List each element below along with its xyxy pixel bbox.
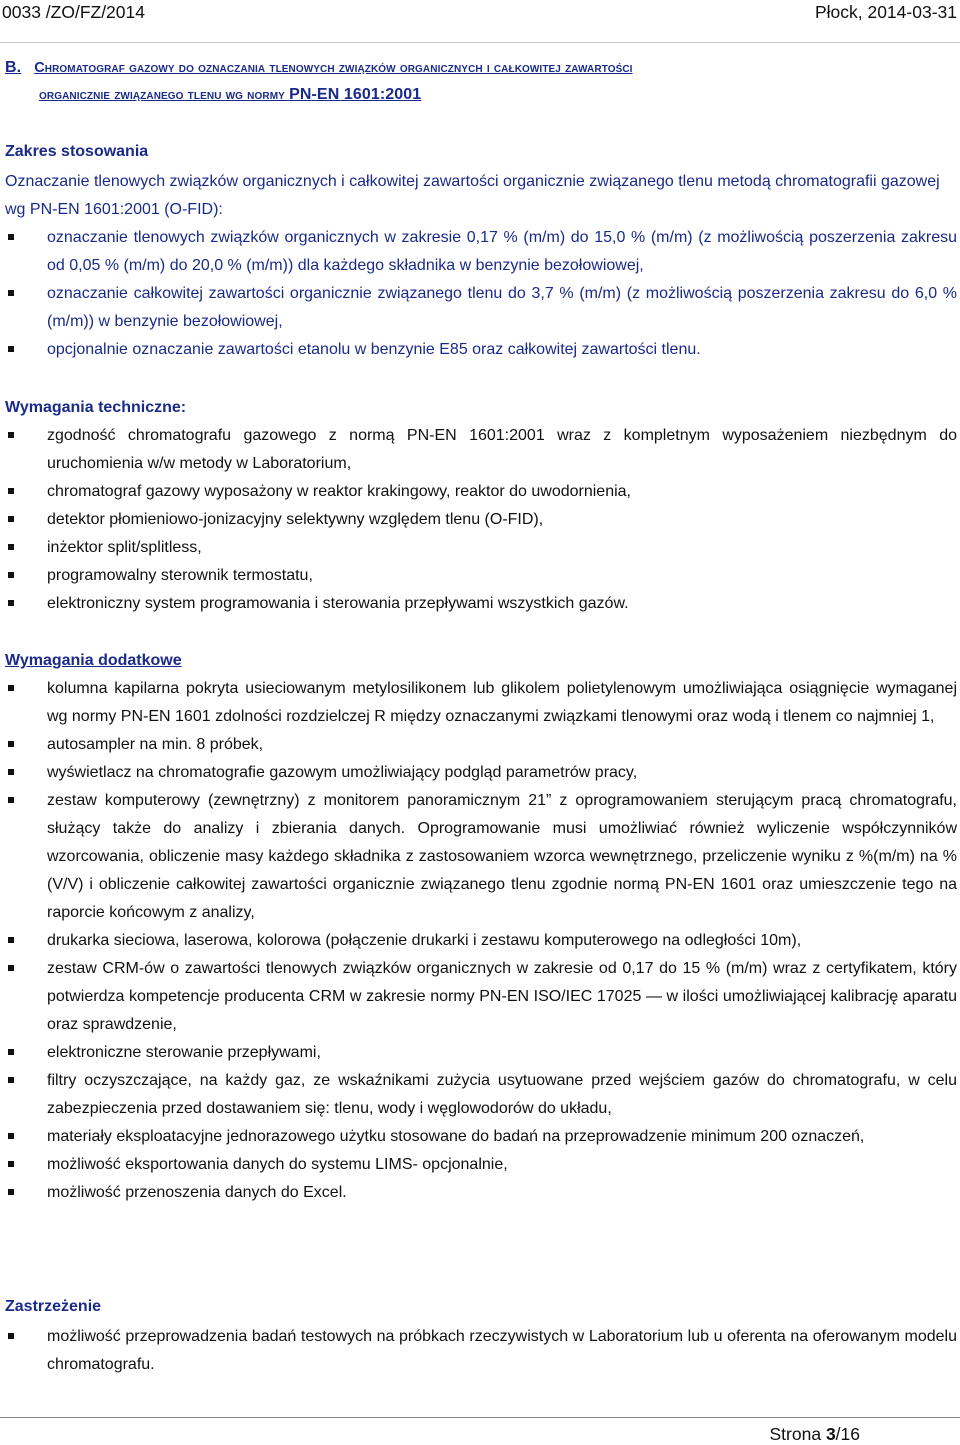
section-title-line2: organicznie związanego tlenu wg normy <box>39 87 285 103</box>
list-item: drukarka sieciowa, laserowa, kolorowa (połączenie drukarki i zestawu komputerowego na odległości 10m), <box>5 927 957 955</box>
dodatkowe-list <box>5 675 957 1207</box>
list-item: opcjonalnie oznaczanie zawartości etanolu w benzynie E85 oraz całkowitej zawartości tlenu. <box>5 336 957 364</box>
zakres-intro: Oznaczanie tlenowych związków organicznych i całkowitej zawartości organicznie związanego tlenu metodą chromatografii gazowej wg PN-EN 1601:2001 (O-FID): <box>5 173 940 218</box>
techniczne-list <box>5 422 957 618</box>
section-title <box>5 59 957 77</box>
document-place-date: Płock, 2014-03-31 <box>814 2 957 22</box>
list-item: chromatograf gazowy wyposażony w reaktor krakingowy, reaktor do uwodornienia, <box>5 478 957 506</box>
list-item: oznaczanie tlenowych związków organicznych w zakresie 0,17 % (m/m) do 15,0 % (m/m) (z możliwością poszerzenia zakresu od 0,05 % (m/m) do 20,0 % (m/m)) dla każdego składnika w benzynie bezołowiowej, <box>5 224 957 280</box>
heading-zastrzezenie: Zastrzeżenie <box>5 1298 102 1315</box>
zastrzezenie-list <box>5 1323 957 1379</box>
list-item: zgodność chromatografu gazowego z normą PN-EN 1601:2001 wraz z kompletnym wyposażeniem niezbędnym do uruchomienia w/w metody w Laboratorium, <box>5 422 957 478</box>
list-item: kolumna kapilarna pokryta usieciowanym metylosilikonem lub glikolem polietylenowym umożliwiająca osiągnięcie wymaganej wg normy PN-EN 1601 zdolności rozdzielczej R między oznaczanymi związkami tlenowymi oraz wodą i tlenem co najmniej 1, <box>5 675 957 731</box>
document-header <box>0 0 960 43</box>
list-item: możliwość przeprowadzenia badań testowych na próbkach rzeczywistych w Laboratorium lub u oferenta na oferowanym modelu chromatografu. <box>5 1323 957 1379</box>
list-item: programowalny sterownik termostatu, <box>5 562 957 590</box>
list-item: elektroniczny system programowania i sterowania przepływami wszystkich gazów. <box>5 590 957 618</box>
list-item: wyświetlacz na chromatografie gazowym umożliwiający podgląd parametrów pracy, <box>5 759 957 787</box>
heading-dodatkowe: Wymagania dodatkowe <box>5 652 182 669</box>
list-item: materiały eksploatacyjne jednorazowego użytku stosowane do badań na przeprowadzenie minimum 200 oznaczeń, <box>5 1123 957 1151</box>
list-item: zestaw komputerowy (zewnętrzny) z monitorem panoramicznym 21” z oprogramowaniem sterującym pracą chromatografu, służący także do analizy i zbierania danych. Oprogramowanie musi umożliwiać również wyliczenie współczynników wzorcowania, obliczenie masy każdego składnika z zastosowaniem wzorca wewnętrznego, przeliczenie wyniku z %(m/m) na %(V/V) i obliczenie całkowitej zawartości organicznie związanego tlenu zgodnie normą PN-EN 1601 oraz umieszczenie tego na raporcie końcowym z analizy, <box>5 787 957 927</box>
list-item: zestaw CRM-ów o zawartości tlenowych związków organicznych w zakresie od 0,17 do 15 % (m/m) wraz z certyfikatem, który potwierdza kompetencje producenta CRM w zakresie normy PN-EN ISO/IEC 17025 — w ilości umożliwiającej kalibrację aparatu oraz sprawdzenie, <box>5 955 957 1039</box>
heading-zakres: Zakres stosowania <box>5 143 149 160</box>
footer-divider <box>0 1417 960 1418</box>
page-label: Strona <box>769 1424 822 1444</box>
section-mark: B. <box>5 59 22 76</box>
list-item: detektor płomieniowo-jonizacyjny selektywny względem tlenu (O-FID), <box>5 506 957 534</box>
section-title-continued <box>39 86 421 104</box>
list-item: filtry oczyszczające, na każdy gaz, ze wskaźnikami zużycia usytuowane przed wejściem gazów do chromatografu, w celu zabezpieczenia przed dostawaniem się: tlenu, wody i węglowodorów do układu, <box>5 1067 957 1123</box>
section-title-line1: Chromatograf gazowy do oznaczania tlenowych związków organicznych i całkowitej zawartości <box>34 60 633 76</box>
heading-techniczne: Wymagania techniczne: <box>5 399 187 416</box>
list-item: możliwość eksportowania danych do systemu LIMS- opcjonalnie, <box>5 1151 957 1179</box>
list-item: inżektor split/splitless, <box>5 534 957 562</box>
list-item: elektroniczne sterowanie przepływami, <box>5 1039 957 1067</box>
zakres-list <box>5 224 957 364</box>
list-item: oznaczanie całkowitej zawartości organicznie związanego tlenu do 3,7 % (m/m) (z możliwością poszerzenia zakresu do 6,0 % (m/m)) w benzynie bezołowiowej, <box>5 280 957 336</box>
document-reference: 0033 /ZO/FZ/2014 <box>2 2 145 22</box>
page-total: /16 <box>835 1424 860 1444</box>
list-item: autosampler na min. 8 próbek, <box>5 731 957 759</box>
norm-name: PN-EN 1601:2001 <box>289 86 422 103</box>
list-item: możliwość przenoszenia danych do Excel. <box>5 1179 957 1207</box>
page-current: 3 <box>825 1424 836 1444</box>
page-number <box>770 1424 861 1445</box>
